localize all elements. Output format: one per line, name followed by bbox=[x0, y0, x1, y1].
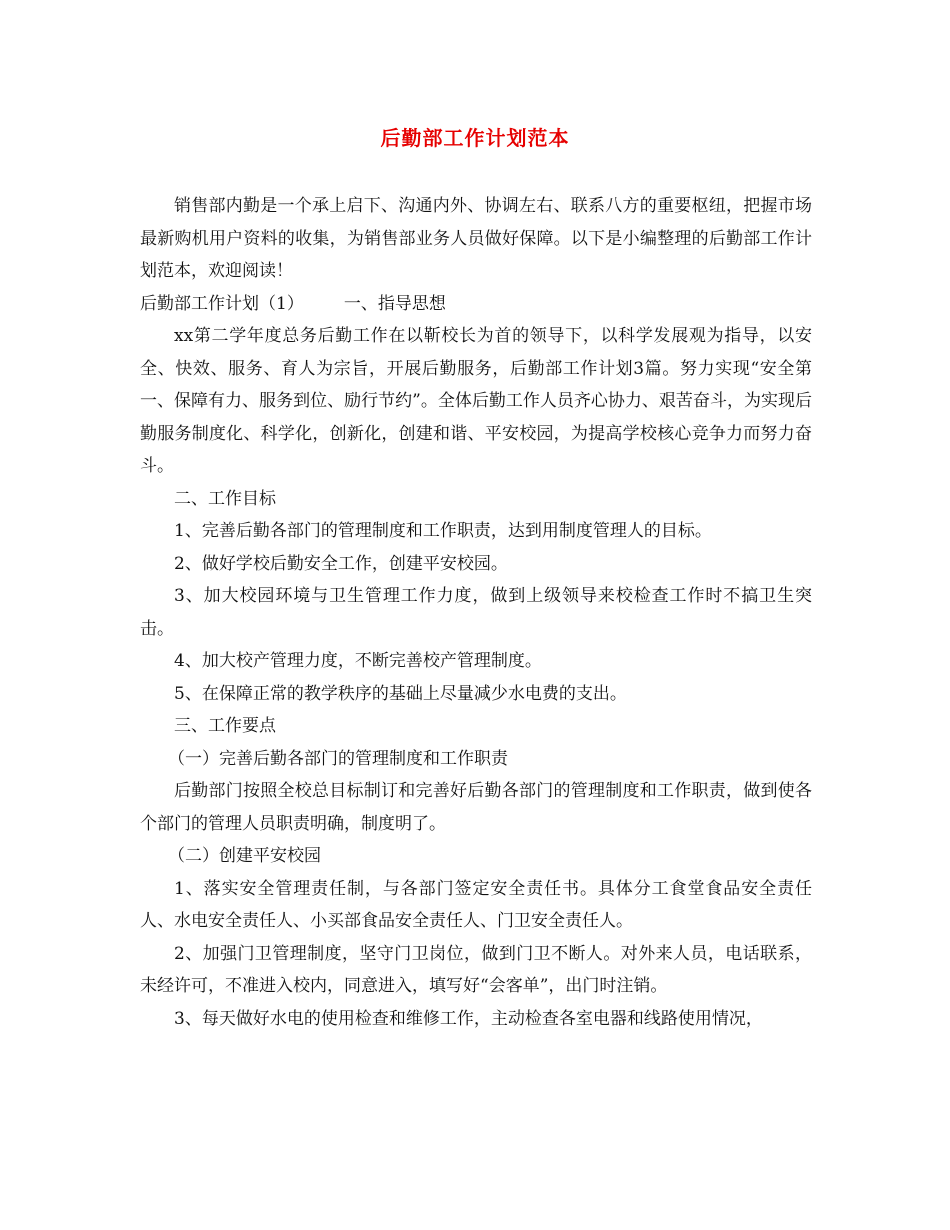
goal-item: 3、加大校园环境与卫生管理工作力度，做到上级领导来校检查工作时不搞卫生突击。 bbox=[140, 586, 812, 639]
point2-item: 3、每天做好水电的使用检查和维修工作，主动检查各室电器和线路使用情况， bbox=[174, 1008, 763, 1029]
document-body bbox=[140, 190, 812, 1035]
goal-item: 1、完善后勤各部门的管理制度和工作职责，达到用制度管理人的目标。 bbox=[174, 521, 712, 541]
point1-heading: （一）完善后勤各部门的管理制度和工作职责 bbox=[168, 748, 508, 769]
section2-heading: 二、工作目标 bbox=[174, 488, 276, 509]
plan-heading-line bbox=[140, 288, 812, 321]
point2-heading: （二）创建平安校园 bbox=[168, 846, 321, 866]
section1-paragraph: xx第二学年度总务后勤工作在以靳校长为首的领导下，以科学发展观为指导，以安全、快效、服务、育人为宗旨，开展后勤服务，后勤部工作计划3篇。努力实现“安全第一、保障有力、服务到位、励行节约”。全体后勤工作人员齐心协力、艰苦奋斗，为实现后勤服务制度化、科学化，创新化，创建和谐、平安校园，为提高学校核心竞争力而努力奋斗。 bbox=[140, 326, 812, 476]
point2-item: 1、落实安全管理责任制，与各部门签定安全责任书。具体分工食堂食品安全责任人、水电安全责任人、小买部食品安全责任人、门卫安全责任人。 bbox=[140, 878, 812, 931]
document-title: 后勤部工作计划范本 bbox=[380, 126, 570, 150]
goal-item: 5、在保障正常的教学秩序的基础上尽量减少水电费的支出。 bbox=[174, 683, 627, 704]
section1-heading: 一、指导思想 bbox=[343, 293, 446, 314]
section3-heading: 三、工作要点 bbox=[174, 716, 276, 736]
point1-paragraph: 后勤部门按照全校总目标制订和完善好后勤各部门的管理制度和工作职责，做到使各个部门的管理人员职责明确，制度明了。 bbox=[140, 781, 812, 834]
goal-item: 4、加大校产管理力度，不断完善校产管理制度。 bbox=[174, 651, 542, 671]
intro-paragraph: 销售部内勤是一个承上启下、沟通内外、协调左右、联系八方的重要枢纽，把握市场最新购机用户资料的收集，为销售部业务人员做好保障。以下是小编整理的后勤部工作计划范本，欢迎阅读！ bbox=[140, 196, 812, 281]
point2-item: 2、加强门卫管理制度，坚守门卫岗位，做到门卫不断人。对外来人员，电话联系，未经许可，不准进入校内，同意进入，填写好“会客单”，出门时注销。 bbox=[140, 943, 812, 996]
plan-label: 后勤部工作计划（1） bbox=[140, 293, 304, 314]
goal-item: 2、做好学校后勤安全工作，创建平安校园。 bbox=[174, 553, 508, 574]
